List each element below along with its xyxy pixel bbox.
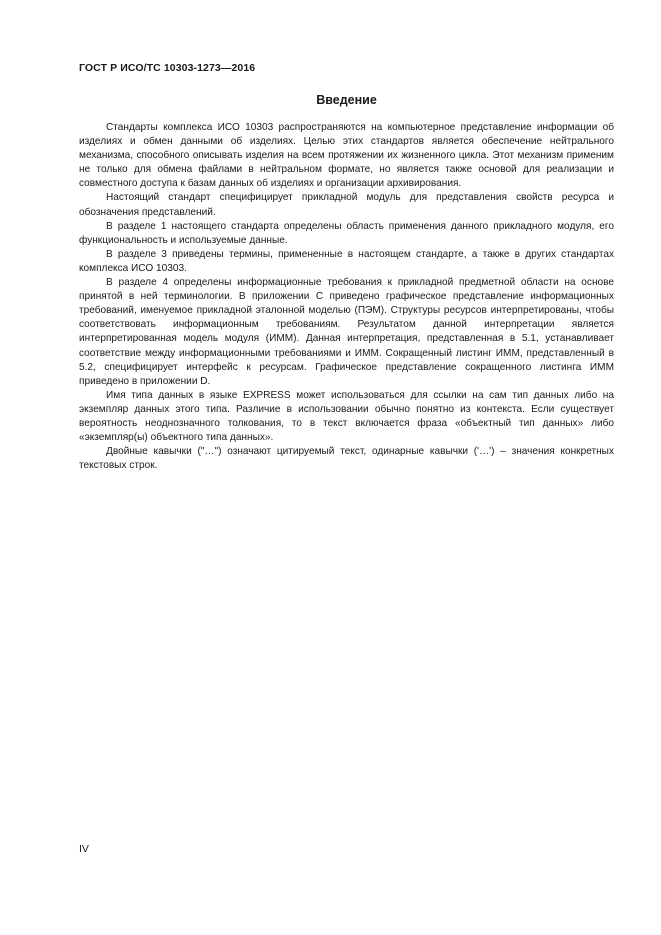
section-title: Введение bbox=[316, 93, 377, 107]
standard-number-header: ГОСТ Р ИСО/ТС 10303-1273—2016 bbox=[79, 62, 256, 74]
paragraph: Настоящий стандарт специфицирует прикладной модуль для представления свойств ресурса и обозначения представлений. bbox=[79, 192, 614, 218]
paragraph: В разделе 3 приведены термины, примененные в настоящем стандарте, а также в других стандартах комплекса ИСО 10303. bbox=[79, 248, 614, 274]
paragraph: Имя типа данных в языке EXPRESS может использоваться для ссылки на сам тип данных либо на экземпляр данных этого типа. Различие в использовании обычно понятно из контекста. Если существует вероятность неоднозначного толкования, то в текст включается фраза «объектный тип данных» либо «экземпляр(ы) объектного типа данных». bbox=[79, 389, 614, 444]
paragraph: В разделе 1 настоящего стандарта определены область применения данного прикладного модуля, его функциональность и используемые данные. bbox=[79, 220, 614, 246]
body-text bbox=[79, 121, 614, 473]
page-number: IV bbox=[79, 843, 89, 855]
paragraph: Двойные кавычки ("…") означают цитируемый текст, одинарные кавычки ('…') – значения конкретных текстовых строк. bbox=[79, 446, 614, 472]
paragraph: Стандарты комплекса ИСО 10303 распространяются на компьютерное представление информации об изделиях и обмен данными об изделиях. Целью этих стандартов является обеспечение нейтрального механизма, способного описывать изделия на всем протяжении их жизненного цикла. Этот механизм применим не только для обмена файлами в нейтральном формате, но является также основой для реализации и совместного доступа к базам данных об изделиях и организации архивирования. bbox=[79, 122, 614, 190]
paragraph: В разделе 4 определены информационные требования к прикладной предметной области на основе принятой в ней терминологии. В приложении С приведено графическое представление информационных требований, именуемое прикладной эталонной моделью (ПЭМ). Структуры ресурсов интерпретированы, чтобы соответствовать информационным требованиям. Результатом данной интерпретации является интерпретированная модель модуля (ИММ). Данная интерпретация, представленная в 5.1, устанавливает соответствие между информационными требованиями и ИММ. Сокращенный листинг ИММ, представленный в 5.2, специфицирует интерфейс к ресурсам. Графическое представление сокращенного листинга ИММ приведено в приложении D. bbox=[79, 277, 614, 387]
